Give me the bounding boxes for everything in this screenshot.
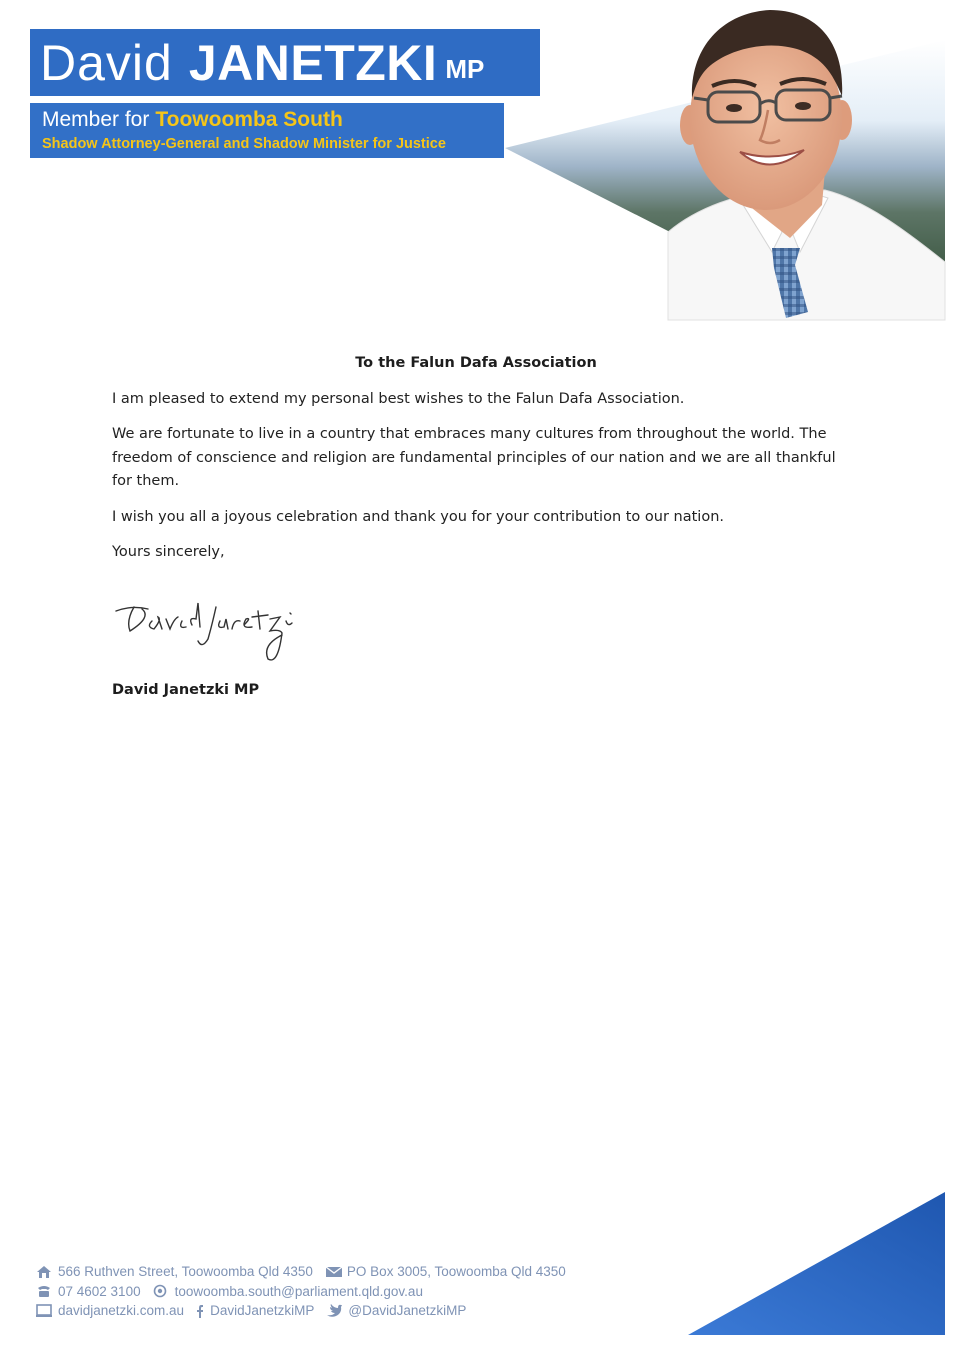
footer-address: 566 Ruthven Street, Toowoomba Qld 4350: [36, 1262, 313, 1282]
last-name: JANETZKI: [188, 34, 438, 91]
twitter-icon: [326, 1304, 344, 1318]
closing: Yours sincerely,: [112, 544, 225, 560]
signer-name: David Janetzki MP: [112, 682, 260, 698]
role-banner: [30, 103, 504, 158]
footer-email[interactable]: toowoomba.south@parliament.qld.gov.au: [153, 1282, 423, 1302]
electorate: Toowoomba South: [155, 108, 343, 131]
letter-body: [112, 352, 840, 565]
mp-name-banner: [30, 29, 540, 96]
footer-website[interactable]: davidjanetzki.com.au: [36, 1301, 184, 1321]
phone-icon: [36, 1284, 54, 1298]
email-icon: [153, 1284, 171, 1298]
salutation: To the Falun Dafa Association: [355, 355, 597, 371]
footer-corner-graphic: [680, 1188, 950, 1338]
website-icon: [36, 1304, 54, 1318]
footer-phone: 07 4602 3100: [36, 1282, 141, 1302]
paragraph: I am pleased to extend my personal best wishes to the Falun Dafa Association.: [112, 390, 685, 407]
member-prefix: Member for: [42, 108, 150, 131]
name-suffix: MP: [445, 54, 485, 84]
mail-icon: [325, 1265, 343, 1279]
facebook-icon: [196, 1304, 206, 1318]
footer-po-box: PO Box 3005, Toowoomba Qld 4350: [325, 1262, 566, 1282]
paragraph: I wish you all a joyous celebration and thank you for your contribution to our nation.: [112, 508, 725, 525]
first-name: David: [40, 34, 173, 91]
portfolio: Shadow Attorney-General and Shadow Minister for Justice: [42, 136, 446, 152]
handwritten-signature: [112, 595, 302, 667]
office-icon: [36, 1265, 54, 1279]
paragraph: We are fortunate to live in a country that embraces many cultures from throughout the world. The freedom of conscience and religion are fundamental principles of our nation and we are all thankful for them.: [112, 426, 836, 489]
footer-twitter[interactable]: @DavidJanetzkiMP: [326, 1301, 466, 1321]
member-line: [42, 108, 504, 132]
contact-footer: [36, 1262, 656, 1321]
footer-facebook[interactable]: DavidJanetzkiMP: [196, 1301, 314, 1321]
